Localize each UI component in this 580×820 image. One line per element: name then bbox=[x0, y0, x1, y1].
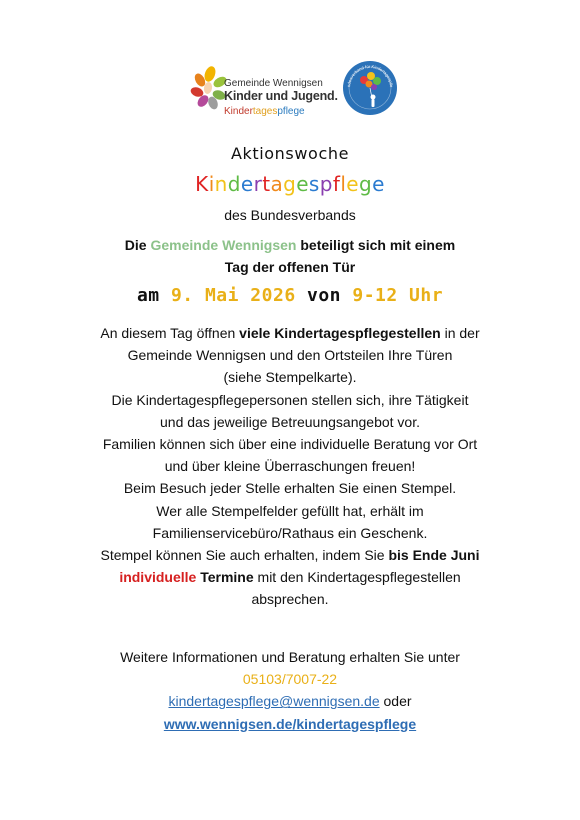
event-date: 9. Mai 2026 bbox=[170, 285, 296, 306]
body-line: Wer alle Stempelfelder gefüllt hat, erhält im bbox=[156, 502, 424, 519]
event-time: 9-12 Uhr bbox=[352, 285, 444, 306]
body-line: Beim Besuch jeder Stelle erhalten Sie einen Stempel. bbox=[123, 480, 457, 497]
title-letter: s bbox=[308, 172, 320, 196]
title-letter: K bbox=[195, 172, 209, 196]
title-letter: l bbox=[340, 172, 347, 196]
title-letter: t bbox=[262, 172, 271, 196]
logo-line-kinder-jugend: Kinder und Jugend. bbox=[224, 89, 338, 103]
contact-intro: Weitere Informationen und Beratung erhalten Sie unter bbox=[120, 649, 460, 665]
logo-pflege-part: pflege bbox=[277, 106, 305, 117]
title-letter: i bbox=[208, 172, 215, 196]
body-l11b: bis Ende Juni bbox=[388, 547, 480, 564]
body-l12c: mit den Kindertagespflegestellen bbox=[253, 569, 461, 586]
email-link[interactable]: kindertagespflege@wennigsen.de bbox=[168, 693, 380, 710]
body-line: (siehe Stempelkarte). bbox=[223, 369, 357, 386]
gemeinde-name: Gemeinde Wennigsen bbox=[150, 237, 297, 253]
title-letter: g bbox=[283, 172, 297, 196]
body-text bbox=[0, 322, 580, 611]
date-line bbox=[0, 285, 580, 306]
title-letter: e bbox=[372, 172, 385, 196]
body-l12a: individuelle bbox=[119, 569, 197, 586]
title-letter: e bbox=[240, 172, 254, 196]
date-am: am bbox=[136, 285, 171, 306]
title-letter: d bbox=[227, 172, 241, 196]
title-letter: a bbox=[270, 172, 284, 196]
aktionswoche-heading: Aktionswoche bbox=[230, 144, 350, 163]
title-letter: n bbox=[214, 172, 228, 196]
title-letter: p bbox=[319, 172, 333, 196]
title-letter: f bbox=[332, 172, 341, 196]
gemeinde-line bbox=[0, 237, 580, 253]
contact-email-line bbox=[0, 690, 580, 712]
body-line: Familien können sich über eine individuelle Beratung vor Ort bbox=[102, 436, 478, 453]
title-letter: e bbox=[346, 172, 359, 196]
body-line bbox=[0, 566, 580, 588]
kindertagespflege-badge-icon bbox=[342, 60, 398, 116]
contact-phone: 05103/7007-22 bbox=[242, 671, 338, 688]
bundesverband-line: des Bundesverbands bbox=[224, 207, 356, 223]
date-von: von bbox=[295, 285, 353, 306]
gemeinde-logo bbox=[190, 66, 338, 126]
logo-kinder-part: Kinder bbox=[224, 106, 253, 117]
body-line: und das jeweilige Betreuungsangebot vor. bbox=[160, 413, 420, 430]
title-letter: r bbox=[253, 172, 263, 196]
body-line: und über kleine Überraschungen freuen! bbox=[164, 458, 416, 475]
logo-line-kindertagespflege bbox=[224, 106, 305, 117]
badge-text: ndesverband für Kindertagespfle bbox=[346, 63, 395, 88]
website-link[interactable]: www.wennigsen.de/kindertagespflege bbox=[163, 715, 417, 732]
email-suffix: oder bbox=[379, 693, 412, 710]
body-l12b: Termine bbox=[196, 569, 254, 586]
body-l1c: in der bbox=[440, 325, 480, 341]
body-line: Familienservicebüro/Rathaus ein Geschenk. bbox=[152, 524, 428, 541]
gemeinde-prefix: Die bbox=[124, 237, 151, 253]
contact-block bbox=[0, 646, 580, 735]
tag-der-offenen-tuer: Tag der offenen Tür bbox=[224, 259, 356, 275]
logo-line-gemeinde: Gemeinde Wennigsen bbox=[224, 78, 323, 89]
gemeinde-suffix: beteiligt sich mit einem bbox=[296, 237, 456, 253]
body-l11a: Stempel können Sie auch erhalten, indem Sie bbox=[100, 547, 389, 564]
title-letter: e bbox=[296, 172, 309, 196]
body-l1b: viele Kindertagespflegestellen bbox=[239, 325, 441, 341]
title-letter: g bbox=[359, 172, 373, 196]
kindertagespflege-title bbox=[0, 172, 580, 196]
body-line: absprechen. bbox=[251, 591, 329, 608]
body-line: Die Kindertagespflegepersonen stellen sich, ihre Tätigkeit bbox=[111, 391, 469, 408]
body-l1a: An diesem Tag öffnen bbox=[100, 325, 240, 341]
body-line bbox=[0, 544, 580, 566]
body-line bbox=[0, 322, 580, 344]
logo-tages-part: tages bbox=[252, 106, 278, 117]
body-line: Gemeinde Wennigsen und den Ortsteilen Ihre Türen bbox=[127, 347, 453, 364]
